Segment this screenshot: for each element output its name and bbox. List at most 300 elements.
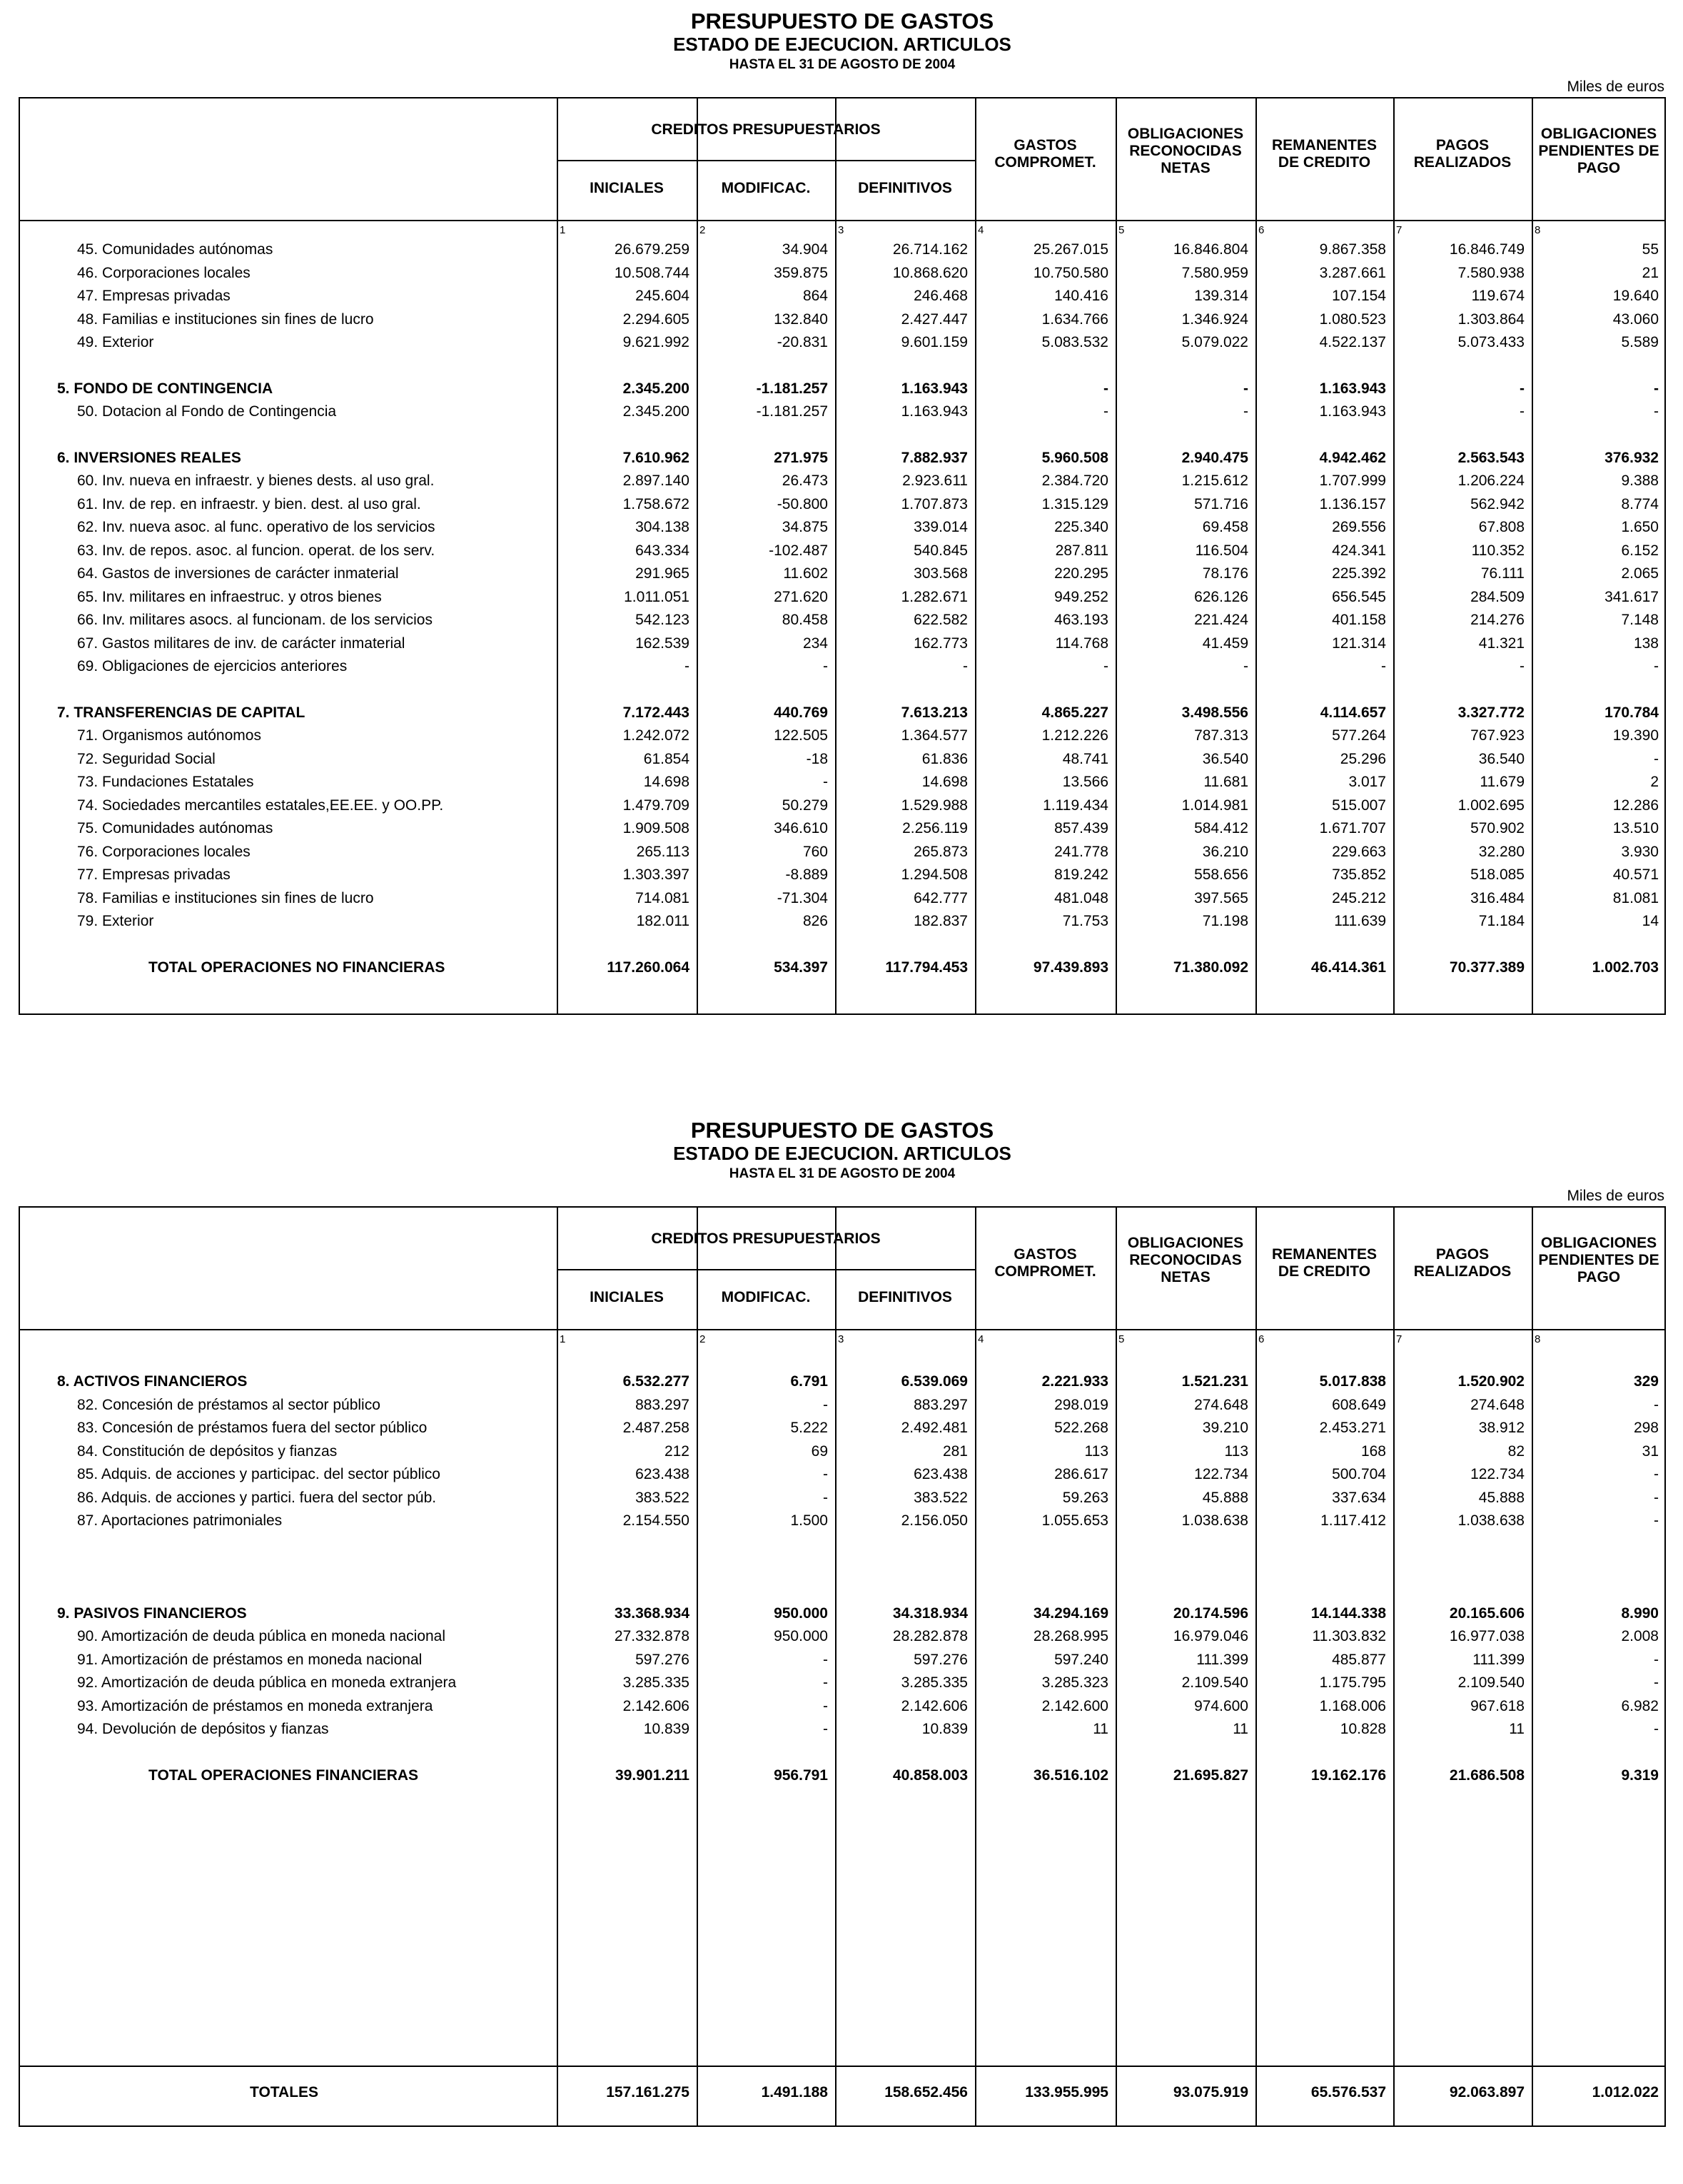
table-row	[20, 771, 1664, 794]
row-value: -18	[806, 750, 828, 767]
row-value: -	[823, 658, 828, 674]
row-value: 2.142.606	[622, 1697, 689, 1714]
row-value: 40.571	[1612, 866, 1659, 883]
row-value: 304.138	[635, 519, 689, 535]
row-value: -	[823, 774, 828, 790]
column-divider	[697, 1208, 698, 1329]
row-value: 80.458	[782, 612, 828, 628]
row-value: 11.602	[783, 565, 828, 582]
row-label: 66. Inv. militares asocs. al funcionam. de los servicios	[77, 612, 433, 628]
row-value: -	[823, 1721, 828, 1737]
row-value: 245.212	[1332, 889, 1386, 906]
row-value: -	[823, 1396, 828, 1413]
row-value: 116.504	[1195, 542, 1248, 559]
row-value: 5.222	[790, 1420, 828, 1436]
row-label: 82. Concesión de préstamos al sector público	[77, 1396, 380, 1413]
row-value: 1.521.231	[1181, 1373, 1248, 1390]
row-value: 1.364.577	[901, 727, 968, 744]
page-title: PRESUPUESTO DE GASTOS	[690, 9, 994, 34]
table-body	[20, 221, 1664, 1015]
row-value: 10.868.620	[892, 264, 968, 281]
row-value: 339.014	[914, 519, 968, 535]
row-value: 33.368.934	[614, 1604, 689, 1622]
unit-label: Miles de euros	[1567, 1188, 1664, 1204]
row-label: 79. Exterior	[77, 913, 154, 929]
row-value: 1.168.006	[1319, 1697, 1386, 1714]
row-value: 950.000	[774, 1628, 828, 1644]
row-value: 36.540	[1202, 750, 1248, 767]
header-pendientes-pago: OBLIGACIONES PENDIENTES DE PAGO	[1538, 1235, 1659, 1285]
row-value: 6.152	[1621, 542, 1659, 559]
header-divider	[557, 1269, 975, 1270]
page-subtitle: ESTADO DE EJECUCION. ARTICULOS	[673, 1143, 1011, 1164]
header-group-label: CREDITOS PRESUPUESTARIOS	[651, 121, 881, 138]
table-section-row	[20, 956, 1664, 979]
row-value: -	[823, 1651, 828, 1668]
column-divider	[697, 98, 698, 220]
row-value: 303.568	[914, 565, 968, 582]
row-label: 69. Obligaciones de ejercicios anteriores	[77, 658, 348, 674]
row-value: 642.777	[914, 889, 968, 906]
page-title: PRESUPUESTO DE GASTOS	[690, 1118, 994, 1143]
column-number: 2	[699, 224, 706, 236]
table-section-row	[20, 378, 1664, 400]
row-value: 2.427.447	[901, 310, 968, 328]
row-value: 1.014.981	[1181, 797, 1248, 814]
row-value: 626.126	[1194, 588, 1248, 605]
table-row	[20, 586, 1664, 609]
row-value: 1.206.224	[1457, 472, 1525, 489]
row-label: 45. Comunidades autónomas	[77, 241, 273, 258]
totals-value: 65.576.537	[1310, 2084, 1386, 2100]
row-value: 39.901.211	[615, 1766, 689, 1784]
row-value: 4.865.227	[1041, 704, 1108, 721]
row-value: 28.268.995	[1033, 1628, 1108, 1644]
row-value: 246.468	[914, 288, 968, 304]
row-value: 214.276	[1470, 612, 1525, 628]
row-value: 274.648	[1194, 1396, 1248, 1413]
row-value: 220.295	[1054, 565, 1108, 582]
row-value: 19.640	[1612, 288, 1659, 304]
row-value: -	[823, 1466, 828, 1482]
row-value: 21.695.827	[1173, 1766, 1248, 1784]
table-row	[20, 1440, 1664, 1463]
column-number: 6	[1258, 224, 1265, 236]
column-divider	[835, 1208, 837, 1329]
row-value: 11	[1233, 1721, 1248, 1737]
table-row	[20, 887, 1664, 910]
table-header	[20, 98, 1664, 221]
row-label: 9. PASIVOS FINANCIEROS	[57, 1604, 247, 1622]
header-gastos-comprometidos: GASTOS COMPROMET.	[994, 137, 1096, 171]
row-value: 78.176	[1202, 565, 1248, 582]
row-label: 5. FONDO DE CONTINGENCIA	[57, 380, 273, 397]
column-number: 4	[978, 1333, 984, 1345]
row-value: 39.210	[1202, 1420, 1248, 1436]
table-row	[20, 308, 1664, 331]
row-value: 558.656	[1194, 866, 1248, 883]
row-value: 82	[1507, 1442, 1525, 1460]
table-row	[20, 864, 1664, 886]
row-value: 3.930	[1621, 843, 1659, 860]
row-value: 597.240	[1054, 1651, 1108, 1668]
row-value: 5.960.508	[1041, 449, 1108, 466]
row-value: 20.174.596	[1173, 1604, 1248, 1622]
row-label: 78. Familias e instituciones sin fines de lucro	[77, 889, 374, 906]
row-value: 2.897.140	[622, 472, 689, 489]
row-label: 93. Amortización de préstamos en moneda extranjera	[77, 1697, 433, 1714]
totals-row	[20, 2081, 1664, 2104]
row-value: -1.181.257	[756, 403, 828, 420]
row-value: -	[823, 1674, 828, 1691]
row-value: 34.875	[782, 519, 828, 535]
row-value: 5.017.838	[1319, 1373, 1386, 1390]
row-value: 11.681	[1203, 774, 1248, 790]
totals-label: TOTALES	[250, 2084, 319, 2100]
row-value: 1.303.864	[1457, 310, 1525, 328]
row-value: 132.840	[774, 310, 828, 328]
table-row	[20, 493, 1664, 516]
table-row	[20, 1463, 1664, 1486]
row-label: 94. Devolución de depósitos y fianzas	[77, 1721, 329, 1737]
row-value: 4.942.462	[1319, 449, 1386, 466]
row-value: 571.716	[1194, 495, 1248, 512]
row-value: 1.282.671	[901, 588, 968, 605]
table-row	[20, 1695, 1664, 1718]
row-value: 7.172.443	[622, 704, 689, 721]
row-value: 9.319	[1621, 1766, 1659, 1784]
row-value: 291.965	[635, 565, 689, 582]
row-value: 67.808	[1478, 519, 1525, 535]
totals-value: 93.075.919	[1173, 2084, 1248, 2100]
row-value: 3.287.661	[1319, 264, 1386, 281]
row-value: 71.753	[1062, 913, 1108, 929]
row-value: 1.212.226	[1041, 727, 1108, 744]
table-row	[20, 794, 1664, 817]
row-value: -	[823, 1697, 828, 1714]
header-definitivos: DEFINITIVOS	[858, 1289, 952, 1305]
row-value: 3.285.335	[622, 1674, 689, 1691]
row-value: 735.852	[1332, 866, 1386, 883]
page-section-1	[19, 0, 1666, 1015]
table-row	[20, 1394, 1664, 1417]
row-value: 857.439	[1054, 820, 1108, 836]
row-value: 329	[1633, 1373, 1659, 1390]
row-value: 50.279	[782, 797, 828, 814]
row-value: 1.011.051	[624, 588, 689, 605]
row-value: 3.498.556	[1181, 704, 1248, 721]
table-row	[20, 331, 1664, 354]
row-value: 19.162.176	[1310, 1766, 1386, 1784]
row-value: 25.267.015	[1033, 241, 1108, 258]
table-row	[20, 724, 1664, 747]
row-value: 122.734	[1470, 1466, 1525, 1482]
row-value: 316.484	[1470, 889, 1525, 906]
row-value: 2.492.481	[901, 1420, 968, 1436]
row-value: 1.002.695	[1457, 797, 1525, 814]
row-value: 61.836	[921, 750, 968, 767]
table-section-row	[20, 1370, 1664, 1393]
row-value: -71.304	[777, 889, 828, 906]
table-row	[20, 516, 1664, 539]
row-value: 31	[1642, 1442, 1659, 1460]
row-value: 597.276	[914, 1651, 968, 1668]
row-value: 2.384.720	[1041, 472, 1108, 489]
row-value: 271.620	[774, 588, 828, 605]
row-value: 515.007	[1332, 797, 1386, 814]
row-value: -	[1654, 403, 1659, 420]
row-value: 3.285.323	[1041, 1674, 1108, 1691]
row-value: 2.345.200	[622, 403, 689, 420]
row-value: 14.698	[643, 774, 689, 790]
row-value: 140.416	[1054, 288, 1108, 304]
row-value: 113	[1224, 1442, 1248, 1460]
row-value: 122.505	[774, 727, 828, 744]
row-value: 2.345.200	[622, 380, 689, 397]
row-value: 826	[802, 913, 828, 929]
row-value: 11.303.832	[1312, 1628, 1386, 1644]
row-value: -50.800	[777, 495, 828, 512]
row-value: 81.081	[1612, 889, 1659, 906]
row-value: 16.977.038	[1449, 1628, 1525, 1644]
row-label: 74. Sociedades mercantiles estatales,EE.EE. y OO.PP.	[77, 797, 444, 814]
page-subtitle: ESTADO DE EJECUCION. ARTICULOS	[673, 34, 1011, 55]
row-label: 63. Inv. de repos. asoc. al funcion. operat. de los serv.	[77, 542, 435, 559]
table-row	[20, 285, 1664, 308]
row-value: 2	[1650, 774, 1659, 790]
row-value: 1.634.766	[1041, 310, 1108, 328]
row-value: 597.276	[635, 1651, 689, 1668]
row-value: 760	[802, 843, 828, 860]
row-value: 97.439.893	[1033, 959, 1108, 976]
row-value: 974.600	[1194, 1697, 1248, 1714]
row-value: -	[1381, 658, 1386, 674]
row-value: 1.038.638	[1181, 1512, 1248, 1529]
row-value: 225.392	[1332, 565, 1386, 582]
table-row	[20, 1649, 1664, 1672]
row-value: 1.080.523	[1319, 310, 1386, 328]
row-value: 1.707.873	[901, 495, 968, 512]
header-divider	[557, 160, 975, 161]
column-number: 7	[1396, 224, 1402, 236]
header-remanentes: REMANENTES DE CREDITO	[1271, 137, 1377, 171]
row-value: 212	[664, 1442, 689, 1460]
row-value: 21	[1642, 264, 1659, 281]
table-row	[20, 540, 1664, 562]
row-value: -102.487	[769, 542, 828, 559]
row-label: 8. ACTIVOS FINANCIEROS	[57, 1373, 248, 1390]
table-row	[20, 1510, 1664, 1532]
row-value: 1.136.157	[1319, 495, 1386, 512]
row-value: 864	[802, 288, 828, 304]
row-value: 10.508.744	[614, 264, 689, 281]
row-value: 376.932	[1604, 449, 1659, 466]
row-value: 36.210	[1202, 843, 1248, 860]
row-value: 2.008	[1621, 1628, 1659, 1644]
column-number: 8	[1535, 224, 1541, 236]
row-label: 85. Adquis. de acciones y participac. del sector público	[77, 1466, 440, 1482]
table-body	[20, 1330, 1664, 2127]
header-remanentes: REMANENTES DE CREDITO	[1271, 1246, 1377, 1280]
header-obligaciones-reconocidas: OBLIGACIONES RECONOCIDAS NETAS	[1127, 126, 1244, 176]
row-value: 1.215.612	[1181, 472, 1248, 489]
row-value: 1.117.412	[1320, 1512, 1386, 1529]
row-value: -	[1520, 403, 1525, 420]
row-value: 71.380.092	[1173, 959, 1248, 976]
row-value: 76.111	[1480, 565, 1525, 582]
row-value: 485.877	[1332, 1651, 1386, 1668]
row-value: 162.773	[914, 635, 968, 652]
row-label: 83. Concesión de préstamos fuera del sector público	[77, 1420, 428, 1436]
table-row	[20, 817, 1664, 840]
row-value: 11	[1093, 1721, 1108, 1737]
row-value: 20.165.606	[1449, 1604, 1525, 1622]
row-value: 274.648	[1470, 1396, 1525, 1413]
row-value: -	[1654, 1512, 1659, 1529]
column-number: 1	[560, 224, 566, 236]
row-value: 883.297	[635, 1396, 689, 1413]
row-value: 534.397	[774, 959, 828, 976]
row-value: -	[1654, 1651, 1659, 1668]
row-value: 10.750.580	[1033, 264, 1108, 281]
row-value: 38.912	[1478, 1420, 1525, 1436]
row-value: 110.352	[1471, 542, 1525, 559]
row-value: 1.529.988	[901, 797, 968, 814]
row-value: 34.318.934	[892, 1604, 968, 1622]
row-value: 11	[1509, 1721, 1525, 1737]
row-value: 1.163.943	[901, 380, 968, 397]
row-value: 1.707.999	[1319, 472, 1386, 489]
row-value: 170.784	[1604, 704, 1659, 721]
row-value: -	[1103, 403, 1108, 420]
row-value: 1.163.943	[901, 403, 968, 420]
row-value: 26.714.162	[892, 241, 968, 258]
row-value: 1.315.129	[1041, 495, 1108, 512]
table-header	[20, 1208, 1664, 1330]
row-value: 117.794.453	[885, 959, 968, 976]
row-value: 168	[1360, 1442, 1386, 1460]
column-divider	[557, 98, 558, 220]
row-value: 107.154	[1332, 288, 1386, 304]
row-value: 55	[1642, 241, 1659, 258]
row-value: 8.774	[1621, 495, 1659, 512]
row-label: TOTAL OPERACIONES NO FINANCIERAS	[148, 959, 445, 976]
row-value: 36.516.102	[1033, 1766, 1108, 1784]
table-section-row	[20, 702, 1664, 724]
column-number: 3	[838, 224, 844, 236]
table-row	[20, 238, 1664, 261]
row-value: -	[1520, 658, 1525, 674]
row-value: 500.704	[1332, 1466, 1386, 1482]
table-row	[20, 470, 1664, 492]
row-value: 397.565	[1194, 889, 1248, 906]
row-label: 47. Empresas privadas	[77, 288, 231, 304]
row-value: 2.109.540	[1181, 1674, 1248, 1691]
row-value: 9.601.159	[901, 334, 968, 350]
row-label: 73. Fundaciones Estatales	[77, 774, 254, 790]
row-value: 967.618	[1470, 1697, 1525, 1714]
row-value: 767.923	[1470, 727, 1525, 744]
row-value: 1.909.508	[622, 820, 689, 836]
row-value: 383.522	[635, 1489, 689, 1506]
table-row	[20, 609, 1664, 632]
row-value: 2.142.606	[901, 1697, 968, 1714]
row-value: -	[1654, 1396, 1659, 1413]
row-value: 383.522	[914, 1489, 968, 1506]
row-value: -	[1103, 380, 1108, 397]
row-value: -20.831	[777, 334, 828, 350]
row-value: 949.252	[1054, 588, 1108, 605]
row-value: 4.522.137	[1319, 334, 1386, 350]
row-value: 16.846.804	[1173, 241, 1248, 258]
row-value: 956.791	[774, 1766, 828, 1784]
row-value: -	[1654, 1721, 1659, 1737]
row-label: 60. Inv. nueva en infraestr. y bienes dests. al uso gral.	[77, 472, 435, 489]
row-value: 424.341	[1332, 542, 1386, 559]
row-label: 75. Comunidades autónomas	[77, 820, 273, 836]
row-value: 623.438	[635, 1466, 689, 1482]
row-value: 16.979.046	[1173, 1628, 1248, 1644]
row-label: 61. Inv. de rep. en infraestr. y bien. dest. al uso gral.	[77, 495, 421, 512]
row-value: 111.399	[1196, 1651, 1248, 1668]
page-section-2	[19, 1109, 1666, 2127]
row-label: 46. Corporaciones locales	[77, 264, 251, 281]
row-value: 714.081	[635, 889, 689, 906]
column-number: 5	[1118, 1333, 1125, 1345]
page-period: HASTA EL 31 DE AGOSTO DE 2004	[729, 57, 956, 72]
table-row	[20, 655, 1664, 678]
table-row	[20, 748, 1664, 771]
row-label: 62. Inv. nueva asoc. al func. operativo de los servicios	[77, 519, 435, 535]
column-number: 3	[838, 1333, 844, 1345]
row-value: 2.065	[1621, 565, 1659, 582]
row-value: 577.264	[1332, 727, 1386, 744]
row-value: 298.019	[1054, 1396, 1108, 1413]
header-iniciales: INICIALES	[590, 180, 664, 196]
row-value: 1.002.703	[1592, 959, 1659, 976]
row-value: -	[1654, 1674, 1659, 1691]
column-number: 6	[1258, 1333, 1265, 1345]
row-value: 225.340	[1054, 519, 1108, 535]
row-value: 7.613.213	[901, 704, 968, 721]
table-row	[20, 1672, 1664, 1694]
row-value: 69	[811, 1442, 828, 1460]
row-value: 1.055.653	[1041, 1512, 1108, 1529]
row-value: 71.184	[1478, 913, 1525, 929]
row-value: 12.286	[1612, 797, 1659, 814]
row-value: 5.079.022	[1181, 334, 1248, 350]
row-value: 2.923.611	[902, 472, 968, 489]
row-value: 463.193	[1054, 612, 1108, 628]
row-value: 7.580.938	[1457, 264, 1525, 281]
column-number: 4	[978, 224, 984, 236]
row-value: -	[1243, 658, 1248, 674]
row-value: 28.282.878	[892, 1628, 968, 1644]
row-label: 65. Inv. militares en infraestruc. y otros bienes	[77, 588, 382, 605]
row-value: -	[1654, 380, 1659, 397]
row-value: 1.163.943	[1319, 403, 1386, 420]
row-value: 245.604	[635, 288, 689, 304]
row-value: 1.294.508	[901, 866, 968, 883]
row-value: 6.532.277	[622, 1373, 689, 1390]
row-value: 14.144.338	[1310, 1604, 1386, 1622]
row-value: 138	[1633, 635, 1659, 652]
row-value: 4.114.657	[1320, 704, 1386, 721]
table-row	[20, 910, 1664, 933]
table-row	[20, 1417, 1664, 1440]
row-value: 1.119.434	[1043, 797, 1108, 814]
row-value: 5.589	[1621, 334, 1659, 350]
